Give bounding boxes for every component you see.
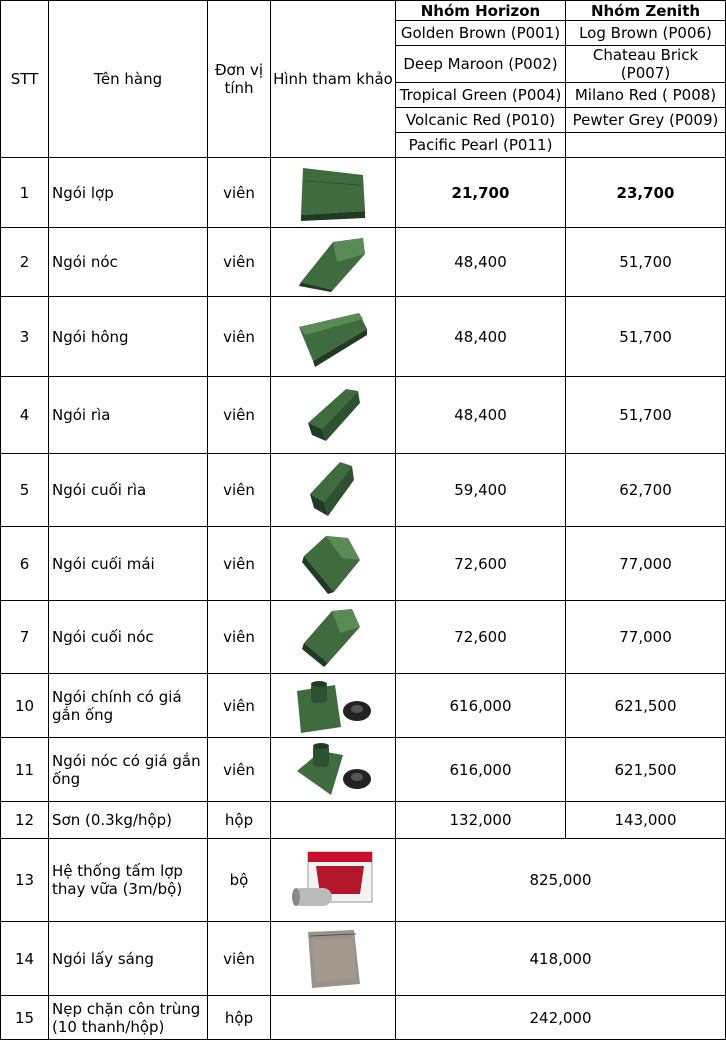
row-price-horizon: 21,700 — [396, 158, 566, 228]
table-row — [1, 377, 726, 454]
row-price-horizon: 72,600 — [396, 601, 566, 674]
row-stt: 1 — [1, 158, 49, 228]
row-price-horizon: 616,000 — [396, 738, 566, 802]
row-image — [271, 158, 396, 228]
row-stt: 14 — [1, 922, 49, 996]
row-image — [271, 297, 396, 377]
row-name: Ngói lợp — [49, 158, 208, 228]
horizon-color: Volcanic Red (P010) — [396, 108, 566, 133]
row-stt: 15 — [1, 996, 49, 1040]
row-name: Sơn (0.3kg/hộp) — [49, 802, 208, 839]
zenith-color: Log Brown (P006) — [566, 21, 726, 46]
row-stt: 10 — [1, 674, 49, 738]
table-row — [1, 839, 726, 922]
row-unit: viên — [208, 297, 271, 377]
row-stt: 6 — [1, 527, 49, 601]
row-image — [271, 377, 396, 454]
header-unit: Đơn vị tính — [208, 1, 271, 158]
row-unit: viên — [208, 601, 271, 674]
row-price-merged: 825,000 — [396, 839, 726, 922]
row-name: Ngói nóc có giá gắn ống — [49, 738, 208, 802]
row-stt: 12 — [1, 802, 49, 839]
row-unit: hộp — [208, 802, 271, 839]
row-image — [271, 738, 396, 802]
zenith-color: Chateau Brick (P007) — [566, 46, 726, 83]
row-unit: viên — [208, 158, 271, 228]
horizon-color: Tropical Green (P004) — [396, 83, 566, 108]
row-stt: 5 — [1, 454, 49, 527]
row-image-empty — [271, 996, 396, 1040]
row-unit: viên — [208, 738, 271, 802]
row-name: Ngói lấy sáng — [49, 922, 208, 996]
row-name: Ngói cuối rìa — [49, 454, 208, 527]
zenith-color-empty — [566, 133, 726, 158]
row-stt: 13 — [1, 839, 49, 922]
row-stt: 3 — [1, 297, 49, 377]
row-price-merged: 418,000 — [396, 922, 726, 996]
zenith-color: Milano Red ( P008) — [566, 83, 726, 108]
row-image — [271, 527, 396, 601]
underlay-roll-box-icon — [290, 848, 376, 912]
row-unit: viên — [208, 454, 271, 527]
pipe-tile-icon — [291, 677, 375, 735]
row-name: Nẹp chặn côn trùng (10 thanh/hộp) — [49, 996, 208, 1040]
row-price-zenith: 143,000 — [566, 802, 726, 839]
row-name: Hệ thống tấm lợp thay vữa (3m/bộ) — [49, 839, 208, 922]
row-image — [271, 601, 396, 674]
table-row — [1, 996, 726, 1040]
row-image — [271, 674, 396, 738]
row-price-zenith: 51,700 — [566, 297, 726, 377]
row-price-horizon: 132,000 — [396, 802, 566, 839]
header-image: Hình tham khảo — [271, 1, 396, 158]
row-price-zenith: 77,000 — [566, 601, 726, 674]
row-unit: viên — [208, 527, 271, 601]
row-image — [271, 922, 396, 996]
row-name: Ngói chính có giá gắn ống — [49, 674, 208, 738]
row-stt: 7 — [1, 601, 49, 674]
row-name: Ngói cuối mái — [49, 527, 208, 601]
row-name: Ngói cuối nóc — [49, 601, 208, 674]
table-row — [1, 738, 726, 802]
row-unit: hộp — [208, 996, 271, 1040]
row-unit: bộ — [208, 839, 271, 922]
table-row — [1, 922, 726, 996]
ridge-tile-icon — [293, 232, 373, 292]
row-price-horizon: 48,400 — [396, 228, 566, 297]
row-stt: 2 — [1, 228, 49, 297]
row-price-merged: 242,000 — [396, 996, 726, 1040]
flat-roof-tile-icon — [293, 163, 373, 223]
row-name: Ngói rìa — [49, 377, 208, 454]
row-image — [271, 228, 396, 297]
row-price-zenith: 77,000 — [566, 527, 726, 601]
row-image-empty — [271, 802, 396, 839]
row-price-horizon: 616,000 — [396, 674, 566, 738]
header-group-horizon: Nhóm Horizon — [396, 1, 566, 21]
row-price-zenith: 51,700 — [566, 228, 726, 297]
row-price-horizon: 72,600 — [396, 527, 566, 601]
row-price-horizon: 48,400 — [396, 297, 566, 377]
table-row — [1, 802, 726, 839]
ridge-pipe-tile-icon — [291, 741, 375, 799]
horizon-color: Golden Brown (P001) — [396, 21, 566, 46]
zenith-color: Pewter Grey (P009) — [566, 108, 726, 133]
row-unit: viên — [208, 377, 271, 454]
table-row — [1, 674, 726, 738]
row-price-zenith: 23,700 — [566, 158, 726, 228]
horizon-color: Pacific Pearl (P011) — [396, 133, 566, 158]
row-stt: 11 — [1, 738, 49, 802]
row-price-horizon: 59,400 — [396, 454, 566, 527]
header-stt: STT — [1, 1, 49, 158]
hip-tile-icon — [293, 305, 373, 369]
row-price-zenith: 51,700 — [566, 377, 726, 454]
row-unit: viên — [208, 922, 271, 996]
verge-tile-icon — [298, 383, 368, 447]
header-group-zenith: Nhóm Zenith — [566, 1, 726, 21]
table-row — [1, 158, 726, 228]
row-price-horizon: 48,400 — [396, 377, 566, 454]
row-image — [271, 839, 396, 922]
row-stt: 4 — [1, 377, 49, 454]
table-row — [1, 297, 726, 377]
row-price-zenith: 621,500 — [566, 674, 726, 738]
table-row — [1, 454, 726, 527]
row-unit: viên — [208, 674, 271, 738]
row-image — [271, 454, 396, 527]
row-name: Ngói nóc — [49, 228, 208, 297]
ridge-end-tile-icon — [298, 605, 368, 669]
row-unit: viên — [208, 228, 271, 297]
header-name: Tên hàng — [49, 1, 208, 158]
skylight-tile-icon — [300, 926, 366, 992]
table-row — [1, 228, 726, 297]
row-name: Ngói hông — [49, 297, 208, 377]
verge-end-tile-icon — [298, 458, 368, 522]
eave-end-tile-icon — [298, 532, 368, 596]
row-price-zenith: 62,700 — [566, 454, 726, 527]
table-row — [1, 601, 726, 674]
table-row — [1, 527, 726, 601]
row-price-zenith: 621,500 — [566, 738, 726, 802]
horizon-color: Deep Maroon (P002) — [396, 46, 566, 83]
